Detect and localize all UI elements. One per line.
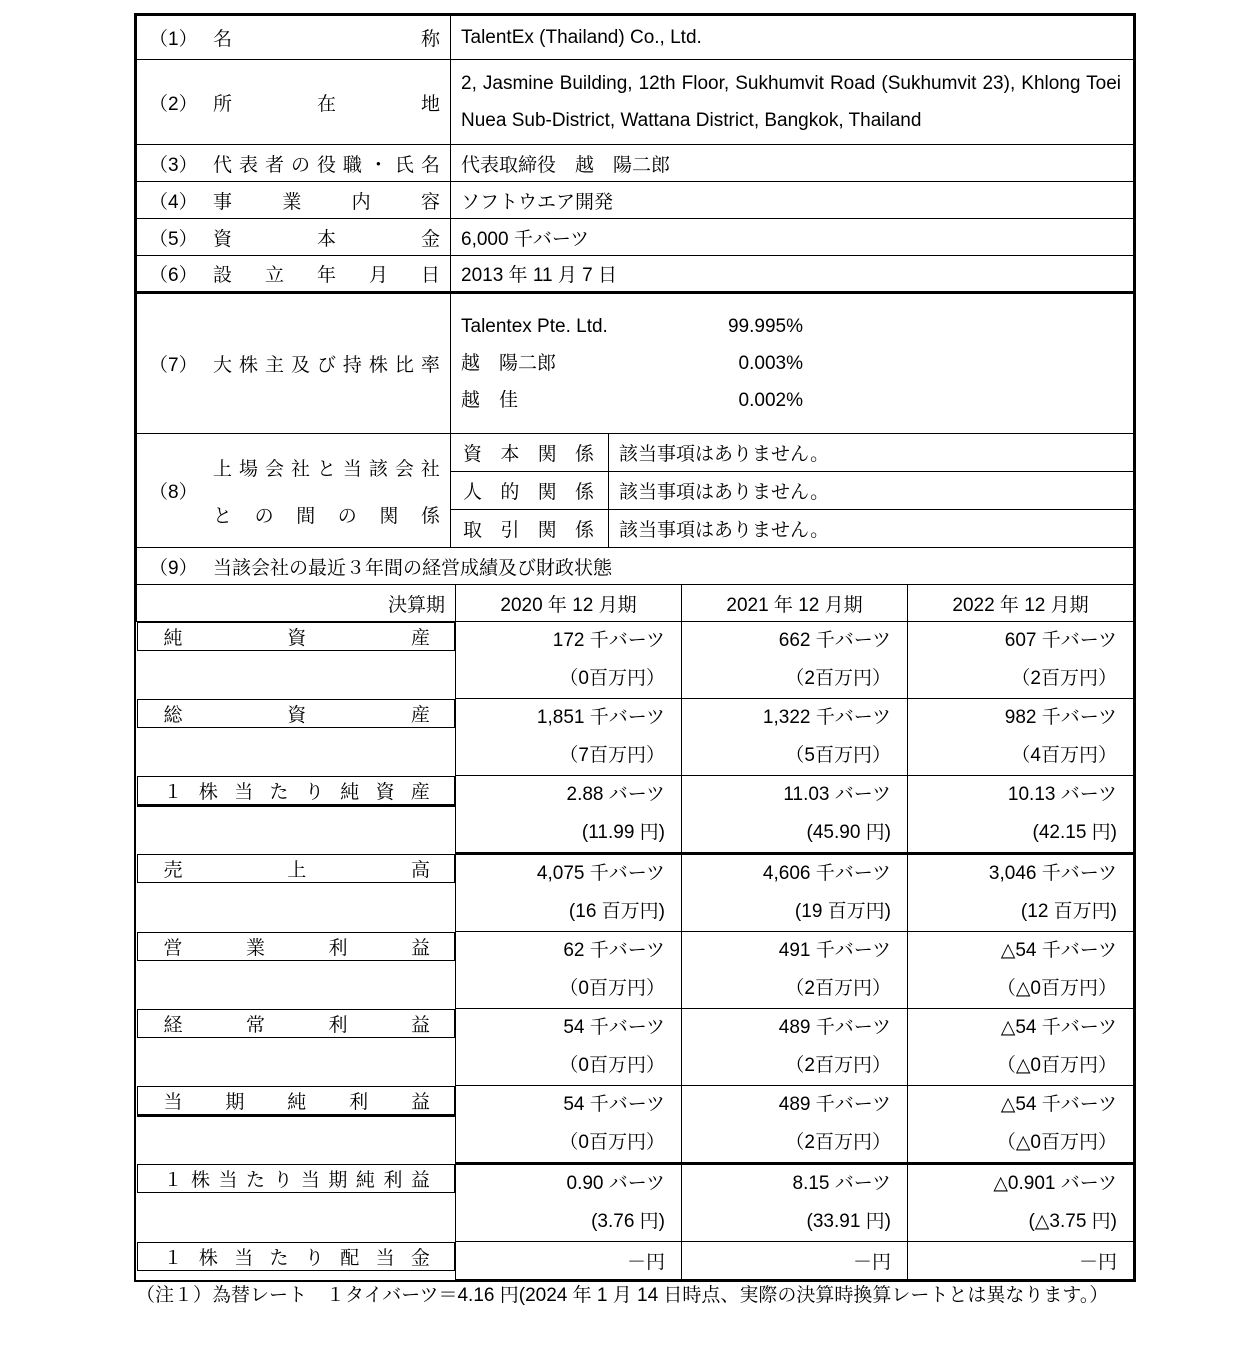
value-baht: 54 千バーツ bbox=[563, 1017, 665, 1038]
fin-row-net-assets-per-share bbox=[137, 776, 1134, 854]
value-yen: （2百万円） bbox=[785, 1055, 891, 1076]
row-name-label bbox=[137, 16, 451, 60]
relation-type-text: 人 的 関 係 bbox=[463, 482, 594, 503]
row-address-label bbox=[137, 60, 451, 145]
row-number: （5） bbox=[149, 228, 198, 250]
fiscal-period-label: 決算期 bbox=[137, 585, 456, 622]
fin-value-cell bbox=[456, 699, 682, 776]
value-yen: (16 百万円) bbox=[568, 901, 665, 922]
row-name-label-text: 名 称 bbox=[213, 29, 440, 50]
value-yen: （0百万円） bbox=[559, 668, 665, 689]
company-address-text: 2, Jasmine Building, 12th Floor, Sukhumvit Road (Sukhumvit 23), Khlong Toei Nuea Sub-District, Wattana District, Bangkok, Thailand bbox=[461, 73, 1121, 131]
row-relations-label bbox=[137, 434, 451, 548]
row-capital bbox=[137, 219, 1134, 256]
value-yen: （△0百万円） bbox=[996, 1132, 1117, 1153]
fin-row-net-assets bbox=[137, 622, 1134, 699]
value-yen: （0百万円） bbox=[559, 1055, 665, 1076]
value-baht: 2.88 バーツ bbox=[566, 784, 665, 805]
value-baht: △54 千バーツ bbox=[1000, 1094, 1117, 1115]
value-baht: 10.13 バーツ bbox=[1007, 784, 1117, 805]
company-name-value: TalentEx (Thailand) Co., Ltd. bbox=[451, 16, 1134, 60]
value-baht: 607 千バーツ bbox=[1004, 630, 1117, 651]
fin-value-cell bbox=[682, 699, 908, 776]
value-yen: （7百万円） bbox=[559, 745, 665, 766]
row-established bbox=[137, 256, 1134, 293]
row-shareholders bbox=[137, 293, 1134, 434]
row-business-label bbox=[137, 182, 451, 219]
shareholder-line bbox=[451, 308, 803, 345]
fiscal-year-2020: 2020 年 12 月期 bbox=[456, 585, 682, 622]
fin-value-cell bbox=[682, 1164, 908, 1242]
fin-value-cell bbox=[908, 1164, 1134, 1242]
shareholder-pct: 0.002% bbox=[738, 390, 803, 411]
value-baht: 172 千バーツ bbox=[552, 630, 665, 651]
fin-value-cell bbox=[456, 1009, 682, 1086]
shareholder-name: Talentex Pte. Ltd. bbox=[461, 316, 608, 337]
fin-value-cell: －円 bbox=[908, 1242, 1134, 1280]
fin-row-label-text: 総 資 産 bbox=[163, 704, 430, 726]
row-number: （6） bbox=[149, 265, 198, 286]
financial-heading-cell bbox=[137, 548, 1134, 585]
value-baht: 4,606 千バーツ bbox=[762, 863, 891, 884]
fin-value-cell bbox=[908, 1009, 1134, 1086]
value-baht: 8.15 バーツ bbox=[792, 1173, 891, 1194]
fin-row-label bbox=[137, 1086, 456, 1117]
fin-row-label bbox=[137, 1242, 456, 1271]
value-baht: 1,322 千バーツ bbox=[762, 707, 891, 728]
shareholder-name: 越 佳 bbox=[461, 390, 519, 411]
fin-value-cell bbox=[682, 854, 908, 932]
value-yen: （△0百万円） bbox=[996, 1055, 1117, 1076]
fin-value-cell bbox=[456, 1086, 682, 1164]
fin-row-sales bbox=[137, 854, 1134, 932]
value-baht: 4,075 千バーツ bbox=[536, 863, 665, 884]
row-address bbox=[137, 60, 1134, 145]
value-baht: △54 千バーツ bbox=[1000, 1017, 1117, 1038]
fin-value-cell bbox=[682, 776, 908, 854]
fin-value-cell: －円 bbox=[682, 1242, 908, 1280]
row-number: （4） bbox=[149, 191, 198, 213]
value-yen: （4百万円） bbox=[1011, 745, 1117, 766]
row-number: （2） bbox=[149, 93, 198, 115]
row-number: （3） bbox=[149, 154, 198, 176]
relation-type-personal bbox=[451, 472, 609, 510]
row-relations-label-line2: と の 間 の 関 係 bbox=[213, 505, 440, 527]
value-yen: （0百万円） bbox=[559, 978, 665, 999]
relation-capital-value: 該当事項はありません。 bbox=[609, 434, 1134, 472]
representative-value: 代表取締役 越 陽二郎 bbox=[451, 145, 1134, 182]
relation-type-capital bbox=[451, 434, 609, 472]
shareholder-pct: 99.995% bbox=[727, 316, 803, 337]
row-financial-heading bbox=[137, 548, 1134, 585]
capital-value: 6,000 千バーツ bbox=[451, 219, 1134, 256]
shareholder-line bbox=[451, 345, 803, 382]
row-number: （1） bbox=[149, 29, 198, 50]
value-baht: 491 千バーツ bbox=[778, 940, 891, 961]
fin-row-label-text: 純 資 産 bbox=[163, 628, 430, 649]
value-yen: （2百万円） bbox=[785, 668, 891, 689]
row-established-label bbox=[137, 256, 451, 293]
value-baht: 662 千バーツ bbox=[778, 630, 891, 651]
shareholder-name: 越 陽二郎 bbox=[461, 353, 557, 374]
fin-row-label bbox=[137, 1164, 456, 1193]
row-representative-label-text: 代 表 者 の 役 職 ・ 氏 名 bbox=[213, 154, 440, 176]
financial-results-table bbox=[136, 584, 1134, 1280]
fin-row-label-text: 経 常 利 益 bbox=[163, 1014, 430, 1036]
fin-row-total-assets bbox=[137, 699, 1134, 776]
financial-heading-text: 当該会社の最近３年間の経営成績及び財政状態 bbox=[213, 557, 613, 579]
value-baht: 982 千バーツ bbox=[1004, 707, 1117, 728]
row-capital-label bbox=[137, 219, 451, 256]
value-yen: （△0百万円） bbox=[996, 978, 1117, 999]
value-yen: (11.99 円) bbox=[581, 822, 665, 843]
fin-value-cell bbox=[456, 622, 682, 699]
fin-value-cell bbox=[456, 854, 682, 932]
value-baht: 3,046 千バーツ bbox=[988, 863, 1117, 884]
value-yen: (42.15 円) bbox=[1032, 822, 1117, 843]
shareholder-line bbox=[451, 382, 803, 419]
value-baht: 489 千バーツ bbox=[778, 1017, 891, 1038]
fin-value-cell bbox=[908, 854, 1134, 932]
row-representative bbox=[137, 145, 1134, 182]
established-value: 2013 年 11 月 7 日 bbox=[451, 256, 1134, 293]
fin-row-label bbox=[137, 776, 456, 807]
fin-row-label-text: 売 上 高 bbox=[163, 859, 430, 881]
value-yen: (33.91 円) bbox=[806, 1211, 891, 1232]
value-baht: 1,851 千バーツ bbox=[536, 707, 665, 728]
row-business-label-text: 事 業 内 容 bbox=[213, 191, 440, 213]
fin-value-cell bbox=[908, 622, 1134, 699]
fin-row-label-text: 当 期 純 利 益 bbox=[163, 1091, 430, 1113]
fin-value-cell: －円 bbox=[456, 1242, 682, 1280]
fin-value-cell bbox=[456, 1164, 682, 1242]
row-number: （9） bbox=[149, 557, 198, 579]
disclosure-table bbox=[134, 13, 1136, 1282]
relation-type-text: 取 引 関 係 bbox=[463, 520, 594, 541]
fin-row-label bbox=[137, 622, 456, 651]
fin-value-cell bbox=[908, 932, 1134, 1009]
fin-row-label-text: １ 株 当 た り 純 資 産 bbox=[163, 781, 430, 803]
fin-row-label bbox=[137, 699, 456, 728]
row-relations-label-line1: 上 場 会 社 と 当 該 会 社 bbox=[213, 458, 440, 480]
fin-row-label bbox=[137, 932, 456, 961]
value-yen: (3.76 円) bbox=[591, 1211, 665, 1232]
value-yen: （0百万円） bbox=[559, 1132, 665, 1153]
relation-personal-value: 該当事項はありません。 bbox=[609, 472, 1134, 510]
value-yen: （2百万円） bbox=[1011, 668, 1117, 689]
fin-value-cell bbox=[682, 1086, 908, 1164]
fin-row-label-text: 営 業 利 益 bbox=[163, 937, 430, 959]
fin-row-label-text: １ 株 当 た り 配 当 金 bbox=[163, 1247, 430, 1269]
exchange-rate-footnote: （注１）為替レート １タイバーツ＝4.16 円(2024 年 1 月 14 日時点、実際の決算時換算レートとは異なります。） bbox=[136, 1285, 1109, 1306]
row-address-label-text: 所 在 地 bbox=[213, 93, 440, 115]
row-capital-label-text: 資 本 金 bbox=[213, 228, 440, 250]
row-number: （7） bbox=[149, 355, 198, 376]
fin-row-label-text: １ 株 当 た り 当 期 純 利 益 bbox=[163, 1169, 430, 1191]
fin-row-label bbox=[137, 854, 456, 883]
fin-row-ordinary-profit bbox=[137, 1009, 1134, 1086]
shareholder-pct: 0.003% bbox=[738, 353, 803, 374]
fin-value-cell bbox=[682, 622, 908, 699]
value-baht: 11.03 バーツ bbox=[783, 784, 891, 805]
row-business bbox=[137, 182, 1134, 219]
fin-value-cell bbox=[456, 776, 682, 854]
fin-row-net-income bbox=[137, 1086, 1134, 1164]
value-yen: (19 百万円) bbox=[794, 901, 891, 922]
fin-row-label bbox=[137, 1009, 456, 1038]
company-address-value bbox=[451, 60, 1134, 145]
relation-type-trade bbox=[451, 510, 609, 548]
fin-value-cell bbox=[682, 932, 908, 1009]
value-yen: （2百万円） bbox=[785, 1132, 891, 1153]
row-shareholders-label bbox=[137, 293, 451, 434]
row-number: （8） bbox=[149, 482, 198, 503]
fin-row-eps bbox=[137, 1164, 1134, 1242]
fiscal-year-2021: 2021 年 12 月期 bbox=[682, 585, 908, 622]
row-representative-label bbox=[137, 145, 451, 182]
shareholders-value bbox=[451, 293, 1134, 434]
business-value: ソフトウエア開発 bbox=[451, 182, 1134, 219]
value-yen: (△3.75 円) bbox=[1028, 1211, 1117, 1232]
fin-row-dividend bbox=[137, 1242, 1134, 1280]
value-yen: (12 百万円) bbox=[1020, 901, 1117, 922]
fin-value-cell bbox=[682, 1009, 908, 1086]
value-baht: 54 千バーツ bbox=[563, 1094, 665, 1115]
value-baht: △0.901 バーツ bbox=[993, 1173, 1117, 1194]
value-yen: （5百万円） bbox=[785, 745, 891, 766]
row-shareholders-label-text: 大 株 主 及 び 持 株 比 率 bbox=[213, 355, 440, 376]
value-baht: 62 千バーツ bbox=[563, 940, 665, 961]
value-yen: （2百万円） bbox=[785, 978, 891, 999]
value-yen: (45.90 円) bbox=[806, 822, 891, 843]
row-established-label-text: 設 立 年 月 日 bbox=[213, 265, 440, 286]
row-relations bbox=[137, 434, 1134, 472]
row-name bbox=[137, 16, 1134, 60]
value-baht: 0.90 バーツ bbox=[566, 1173, 665, 1194]
fin-value-cell bbox=[456, 932, 682, 1009]
relation-type-text: 資 本 関 係 bbox=[463, 444, 594, 465]
fin-header-row bbox=[137, 585, 1134, 622]
relation-trade-value: 該当事項はありません。 bbox=[609, 510, 1134, 548]
fin-value-cell bbox=[908, 699, 1134, 776]
fin-row-operating-profit bbox=[137, 932, 1134, 1009]
fin-value-cell bbox=[908, 1086, 1134, 1164]
company-info-table bbox=[136, 15, 1134, 585]
value-baht: 489 千バーツ bbox=[778, 1094, 891, 1115]
fiscal-year-2022: 2022 年 12 月期 bbox=[908, 585, 1134, 622]
fin-value-cell bbox=[908, 776, 1134, 854]
value-baht: △54 千バーツ bbox=[1000, 940, 1117, 961]
